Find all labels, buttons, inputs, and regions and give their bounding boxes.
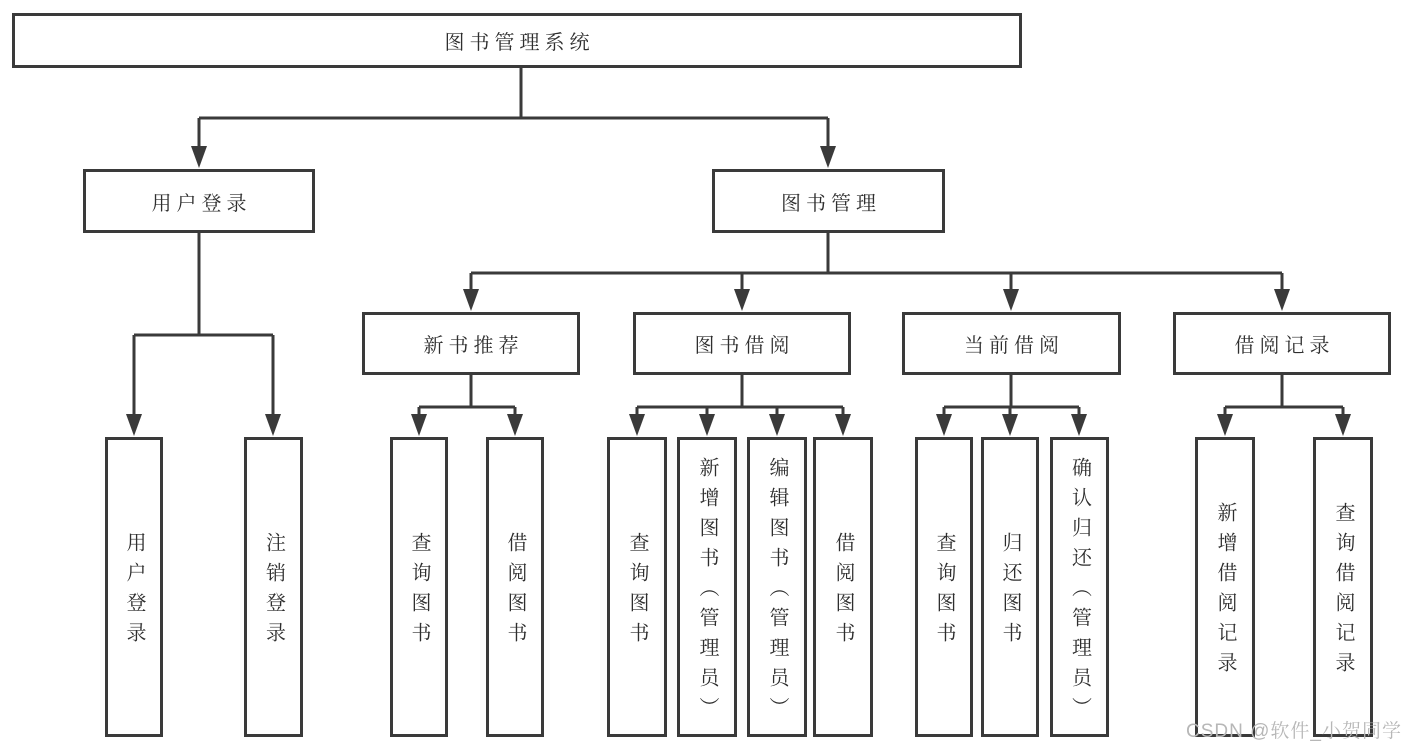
leaf-add-borrow-record: 新增借阅记录 [1195,437,1255,737]
leaf-return-book: 归还图书 [981,437,1039,737]
node-borrow-record-label: 借阅记录 [1234,335,1335,357]
node-book-management-label: 图书管理 [781,192,881,215]
node-book-management [712,169,945,233]
node-library-system-label: 图书管理系统 [444,32,595,54]
leaf-confirm-return-admin: 确认归还（管理员） [1050,437,1109,737]
node-user-login-label: 用户登录 [151,192,252,215]
node-user-login [83,169,315,233]
leaf-query-books-recommend: 查询图书 [390,437,448,737]
connector-user-login [134,233,273,418]
connector-new-rec [419,375,515,418]
connector-root [199,68,828,150]
node-new-book-recommend [362,312,580,375]
node-current-borrow [902,312,1121,375]
node-borrow-record [1173,312,1391,375]
leaf-logout: 注销登录 [244,437,303,737]
node-book-borrow-label: 图书借阅 [694,335,795,357]
connector-book-mgmt [471,233,1282,293]
leaf-query-books-current: 查询图书 [915,437,973,737]
connector-record [1225,375,1343,418]
leaf-borrow-books: 借阅图书 [813,437,873,737]
leaf-user-login: 用户登录 [105,437,163,737]
connector-borrow [637,375,843,418]
node-book-borrow [633,312,851,375]
csdn-watermark: CSDN @软件_小贺同学 [1186,721,1402,742]
leaf-query-borrow-record: 查询借阅记录 [1313,437,1373,737]
node-new-book-recommend-label: 新书推荐 [423,335,524,357]
node-library-system [12,13,1022,68]
leaf-edit-book-admin: 编辑图书（管理员） [747,437,807,737]
node-current-borrow-label: 当前借阅 [964,335,1064,357]
leaf-borrow-books-recommend: 借阅图书 [486,437,544,737]
connector-current [944,375,1079,418]
leaf-add-book-admin: 新增图书（管理员） [677,437,737,737]
leaf-query-books-borrow: 查询图书 [607,437,667,737]
